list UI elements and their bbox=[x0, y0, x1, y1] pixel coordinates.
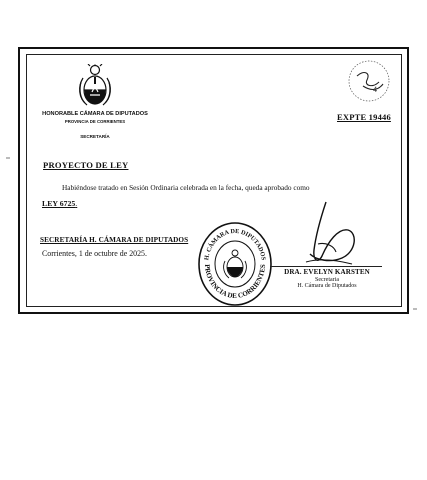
signatory-role: Secretaria bbox=[315, 277, 339, 283]
law-number-line: LEY 6725. bbox=[42, 199, 78, 208]
file-number: EXPTE 19446 bbox=[337, 112, 391, 122]
document-heading: PROYECTO DE LEY bbox=[43, 160, 129, 170]
signature-rule bbox=[270, 266, 382, 267]
handwritten-signature-icon bbox=[296, 200, 360, 268]
rubric-stamp-icon bbox=[343, 58, 395, 104]
signature-block bbox=[272, 268, 382, 289]
chamber-seal-icon bbox=[197, 221, 273, 307]
signatory-organization: H. Cámara de Diputados bbox=[297, 283, 357, 289]
law-number: LEY 6725 bbox=[42, 199, 76, 208]
approval-paragraph: Habiéndose tratado en Sesión Ordinaria celebrada en la fecha, queda aprobado como bbox=[62, 183, 310, 192]
chamber-letterhead bbox=[36, 111, 154, 140]
seal-top-text: H. CÁMARA DE DIPUTADOS bbox=[203, 227, 267, 261]
scan-speck bbox=[413, 308, 417, 310]
chamber-name: HONORABLE CÁMARA DE DIPUTADOS bbox=[42, 111, 148, 117]
signatory-name: DRA. EVELYN KARSTEN bbox=[284, 268, 370, 276]
coat-of-arms-icon bbox=[77, 64, 113, 110]
scan-speck bbox=[6, 157, 10, 159]
svg-text:4: 4 bbox=[373, 85, 377, 94]
secretariat-line: SECRETARÍA H. CÁMARA DE DIPUTADOS bbox=[40, 236, 189, 244]
department-name: SECRETARÍA bbox=[80, 134, 110, 139]
province-name: PROVINCIA DE CORRIENTES bbox=[64, 119, 126, 124]
place-date: Corrientes, 1 de octubre de 2025. bbox=[42, 249, 147, 258]
seal-bottom-text: PROVINCIA DE CORRIENTES bbox=[202, 263, 268, 301]
